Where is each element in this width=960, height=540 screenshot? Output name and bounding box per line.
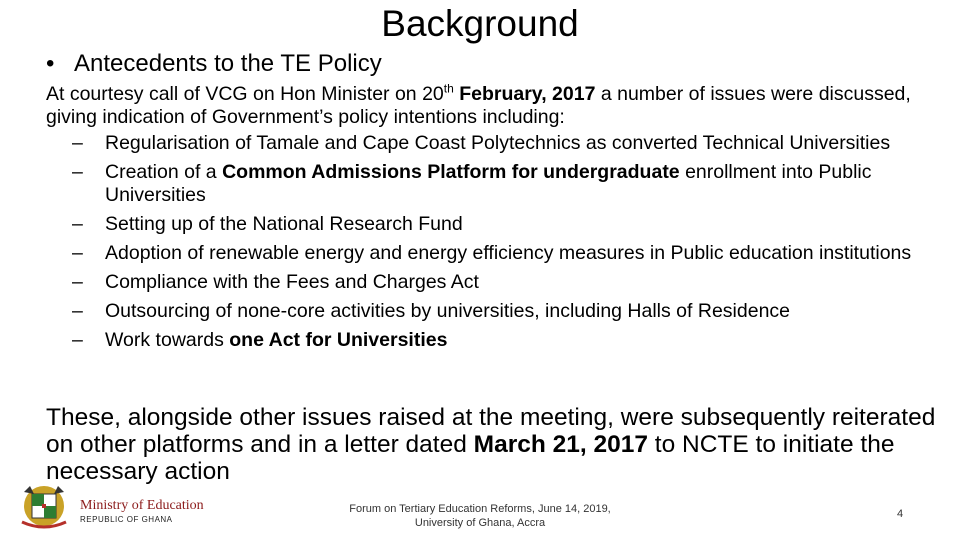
- closing-text-1: These, alongside other issues raised at the meeting, were subsequently reiterated on other platforms and in a letter dated: [46, 404, 936, 458]
- dash-marker: –: [72, 242, 83, 264]
- footer-caption: [330, 502, 630, 530]
- list-item: [72, 271, 952, 294]
- list-item-bold: Common Admissions Platform for undergraduate: [222, 161, 680, 183]
- intro-superscript: th: [443, 81, 454, 96]
- intro-text-2: a number of issues were discussed, giving indication of Government’s policy intentions including:: [46, 83, 911, 128]
- list-item-text: enrollment into Public Universities: [105, 161, 872, 206]
- list-item: [72, 161, 952, 207]
- list-item-text: Regularisation of Tamale and Cape Coast Polytechnics as converted Technical Universities: [105, 132, 891, 154]
- policy-intentions-list: [72, 132, 952, 358]
- list-item: [72, 132, 952, 155]
- closing-text-2: to NCTE to initiate the necessary action: [46, 431, 895, 485]
- coat-of-arms-icon: [14, 482, 74, 532]
- dash-marker: –: [72, 300, 83, 322]
- footer-line-1: Forum on Tertiary Education Reforms, June 14, 2019,: [349, 503, 611, 515]
- list-item: [72, 300, 952, 323]
- logo-org-name: Ministry of Education: [80, 498, 204, 513]
- list-item-text: Work towards: [105, 329, 230, 351]
- list-item-text: Creation of a: [105, 161, 223, 183]
- closing-date: March 21, 2017: [473, 431, 648, 458]
- intro-date: February, 2017: [459, 83, 596, 105]
- intro-paragraph: [46, 83, 946, 129]
- slide-title: Background: [381, 3, 579, 44]
- list-item-text: Outsourcing of none-core activities by universities, including Halls of Residence: [105, 300, 791, 322]
- list-item-text: Compliance with the Fees and Charges Act: [105, 271, 479, 293]
- dash-marker: –: [72, 213, 83, 235]
- list-item: [72, 329, 952, 352]
- list-item-text: Adoption of renewable energy and energy efficiency measures in Public education institutions: [105, 242, 912, 264]
- intro-text-1: At courtesy call of VCG on Hon Minister on 20: [46, 83, 444, 105]
- bullet-heading-text: Antecedents to the TE Policy: [74, 50, 382, 77]
- dash-marker: –: [72, 271, 83, 293]
- logo-subtitle: REPUBLIC OF GHANA: [80, 515, 173, 524]
- page-number: 4: [896, 508, 904, 520]
- dash-marker: –: [72, 132, 83, 154]
- list-item: [72, 242, 952, 265]
- list-item: [72, 213, 952, 236]
- bullet-dot: •: [46, 50, 55, 77]
- list-item-bold: one Act for Universities: [229, 329, 448, 351]
- closing-paragraph: [46, 404, 951, 485]
- dash-marker: –: [72, 329, 83, 351]
- bullet-heading: [46, 49, 382, 79]
- dash-marker: –: [72, 161, 83, 183]
- list-item-text: Setting up of the National Research Fund: [105, 213, 463, 235]
- ministry-logo: [14, 482, 234, 532]
- footer-line-2: University of Ghana, Accra: [414, 517, 546, 529]
